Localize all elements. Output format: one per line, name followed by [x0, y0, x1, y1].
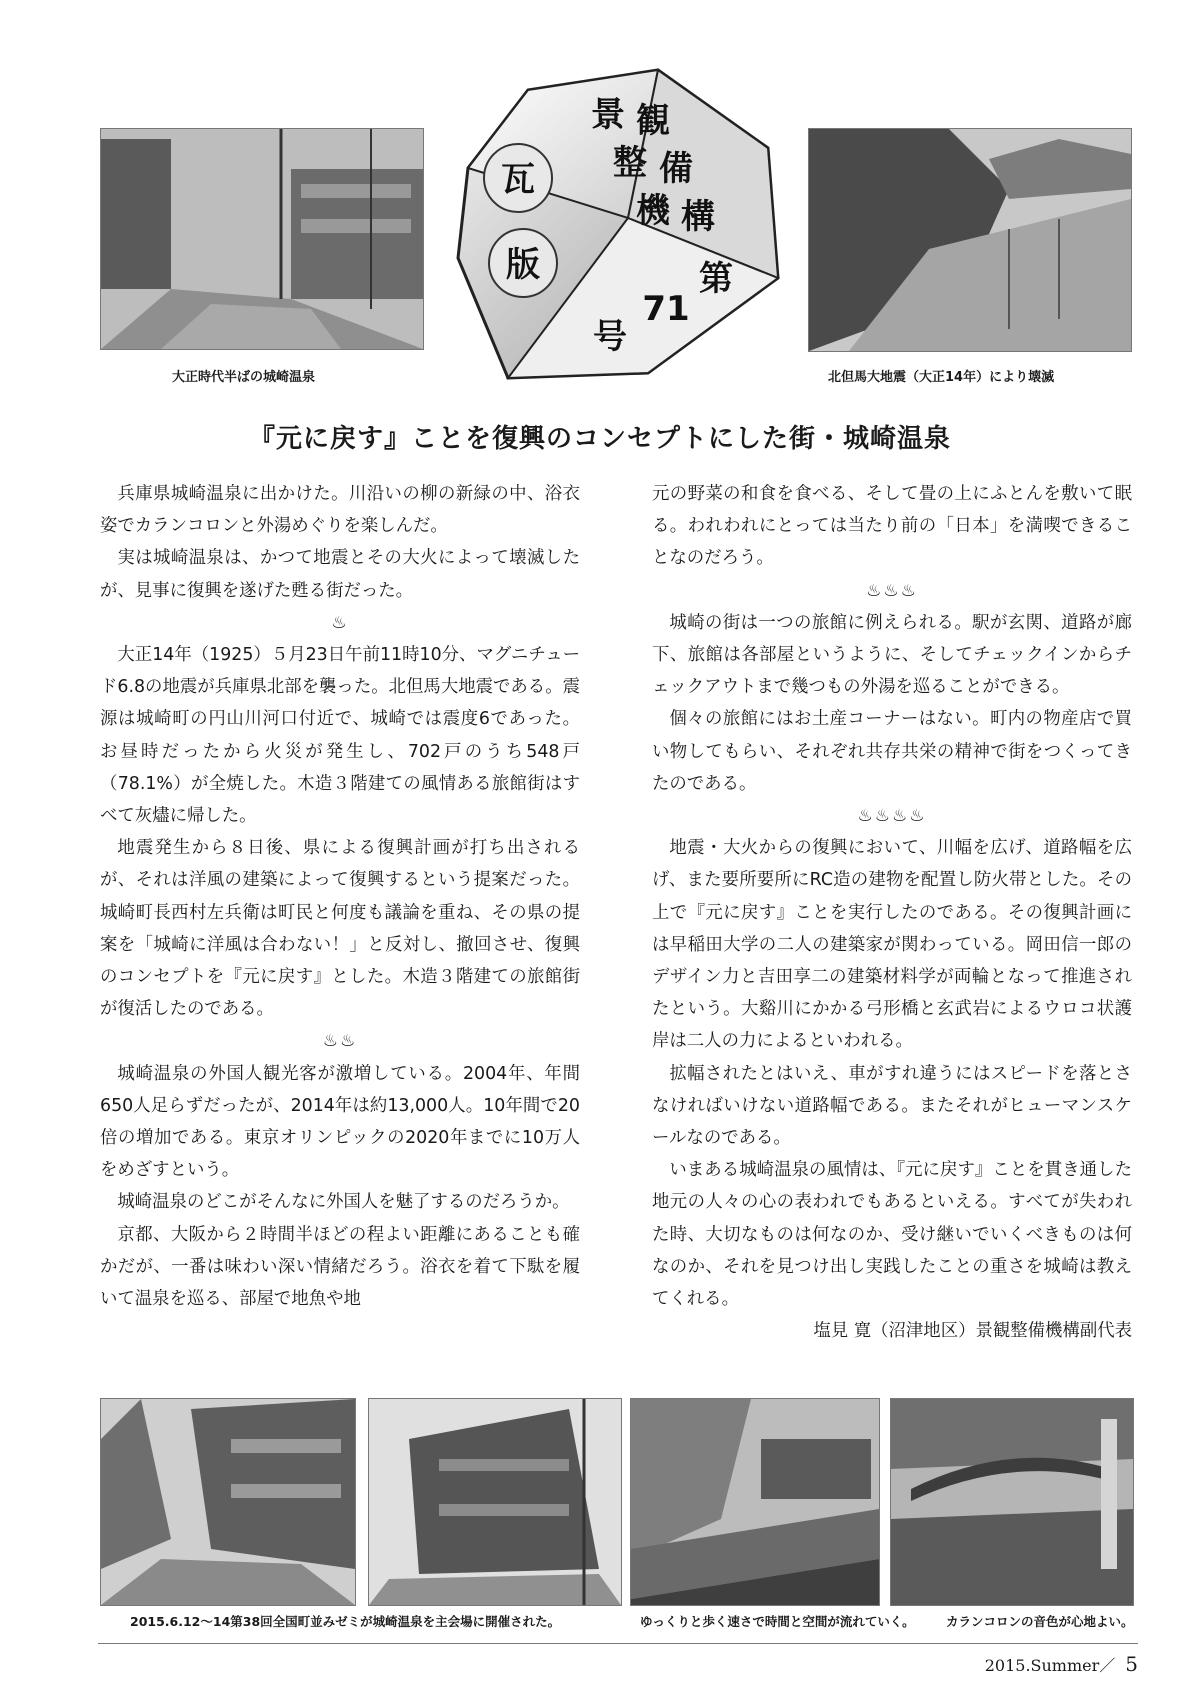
paragraph: 拡幅されたとはいえ、車がすれ違うにはスピードを落とさなければいけない道路幅である。またそれがヒューマンスケールなのである。: [652, 1063, 1132, 1149]
logo-letter-kou: 構: [681, 197, 715, 237]
paragraph: 城崎の街は一つの旅館に例えられる。駅が玄関、道路が廊下、旅館は各部屋というように、そしてチェックインからチェックアウトまで幾つもの外湯を巡ることができる。: [652, 612, 1132, 698]
logo-letter-gou: 号: [593, 317, 627, 357]
caption-karan-koron: カランコロンの音色が心地よい。: [946, 1614, 1134, 1629]
issue-label: 2015.Summer／: [984, 1656, 1116, 1675]
paragraph: 地震発生から８日後、県による復興計画が打ち出されるが、それは洋風の建築によって復興するという提案だった。城崎町長西村左兵衛は町民と何度も議論を重ね、その県の提案を「城崎に洋風は合わない！」と反対し、撤回させ、復興のコンセプトを『元に戻す』とした。木造３階建ての旅館街が復活したのである。: [100, 838, 580, 1020]
logo-letter-bi: 備: [659, 149, 693, 189]
logo-letter-kei: 景: [591, 95, 625, 135]
onsen-mark-4: ♨♨♨♨: [857, 806, 927, 827]
paragraph: 城崎温泉のどこがそんなに外国人を魅了するのだろうか。: [117, 1192, 570, 1213]
article-headline: 『元に戻す』ことを復興のコンセプトにした街・城崎温泉: [248, 424, 951, 454]
photo-earthquake-ruins: [808, 128, 1132, 352]
caption-taisho: 大正時代半ばの城崎温泉: [172, 370, 316, 385]
article-column-left: [100, 478, 580, 1315]
logo-letter-kawara: 瓦: [501, 160, 535, 200]
page-number: 5: [1125, 1652, 1138, 1676]
paragraph-continued: 元の野菜の和食を食べる、そして畳の上にふとんを敷いて眠る。われわれにとっては当たり前の「日本」を満喫できることなのだろう。: [652, 484, 1132, 569]
paragraph: 実は城崎温泉は、かつて地震とその大火によって壊滅したが、見事に復興を遂げた甦る街だった。: [100, 548, 580, 601]
paragraph: 兵庫県城崎温泉に出かけた。川沿いの柳の新緑の中、浴衣姿でカランコロンと外湯めぐりを楽しんだ。: [100, 484, 580, 537]
caption-walking-pace: ゆっくりと歩く速さで時間と空間が流れていく。: [640, 1614, 915, 1629]
paragraph: 大正14年（1925）５月23日午前11時10分、マグニチュード6.8の地震が兵庫県北部を襲った。北但馬大地震である。震源は城崎町の円山川河口付近で、城崎では震度6であった。お昼時だったから火災が発生し、702戸のうち548戸（78.1%）が全焼した。木造３階建ての風情ある旅館街はすべて灰燼に帰した。: [100, 645, 580, 827]
paragraph: 個々の旅館にはお土産コーナーはない。町内の物産店で買い物してもらい、それぞれ共存共栄の精神で街をつくってきたのである。: [652, 709, 1132, 794]
kawaraban-dice-logo: [448, 68, 788, 388]
logo-letter-sei: 整: [613, 143, 647, 183]
photo-willow-canal: [630, 1398, 880, 1606]
paragraph: 京都、大阪から２時間半ほどの程よい距離にあることも確かだが、一番は味わい深い情緒だろう。浴衣を着て下駄を履いて温泉を巡る、部屋で地魚や地: [100, 1224, 580, 1310]
caption-earthquake: 北但馬大地震（大正14年）により壊滅: [828, 370, 1055, 385]
paragraph: 城崎温泉の外国人観光客が激増している。2004年、年間650人足らずだったが、2014年は約13,000人。10年間で20倍の増加である。東京オリンピックの2020年までに10万人をめざすという。: [100, 1063, 580, 1181]
photo-wooden-ryokan: [368, 1398, 622, 1606]
paragraph: いまある城崎温泉の風情は、『元に戻す』ことを貫き通した地元の人々の心の表われでもあるといえる。すべてが失われた時、大切なものは何なのか、受け継いでいくべきものは何なのか、それを見つけ出し実践したことの重さを城崎は教えてくれる。: [652, 1160, 1132, 1310]
page-footer: [985, 1652, 1138, 1676]
footer-divider: [98, 1643, 1138, 1644]
paragraph: 地震・大火からの復興において、川幅を広げ、道路幅を広げ、また要所要所にRC造の建物を配置し防火帯とした。その上で『元に戻す』ことを実行したのである。その復興計画には早稲田大学の二人の建築家が関わっている。岡田信一郎のデザイン力と吉田享二の建築材料学が両輪となって推進されたという。大谿川にかかる弓形橋と玄武岩によるウロコ状護岸は二人の力によるといわれる。: [652, 838, 1132, 1052]
article-column-right: [652, 478, 1132, 1347]
onsen-mark-1: ♨: [331, 612, 349, 633]
caption-machinami-zemi: 2015.6.12～14第38回全国町並みゼミが城崎温泉を主会場に開催された。: [130, 1614, 561, 1629]
photo-stone-bridge: [890, 1398, 1134, 1606]
logo-issue-number: 71: [642, 289, 690, 329]
author-signature: 塩見 寛（沼津地区）景観整備機構副代表: [813, 1321, 1132, 1342]
photo-taisho-kinosaki: [100, 128, 424, 350]
photo-ryokan-street: [100, 1398, 356, 1606]
logo-letter-ban: 版: [506, 245, 540, 285]
logo-letter-dai: 第: [699, 259, 733, 299]
onsen-mark-3: ♨♨♨: [866, 580, 918, 601]
logo-letter-kan: 観: [636, 101, 670, 141]
logo-letter-ki: 機: [636, 191, 670, 231]
onsen-mark-2: ♨♨: [322, 1031, 358, 1052]
